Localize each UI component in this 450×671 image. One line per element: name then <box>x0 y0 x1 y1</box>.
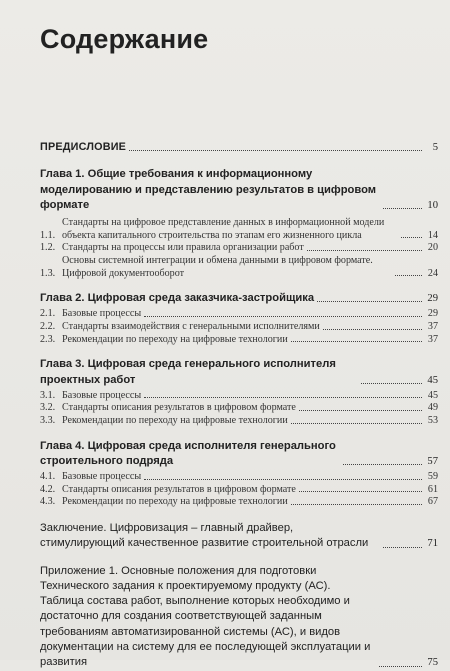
page-number: 10 <box>427 199 438 211</box>
section-title: Базовые процессы <box>62 389 142 401</box>
section-number: 3.1. <box>40 389 56 401</box>
page-number: 5 <box>432 142 438 153</box>
section-number: 4.3. <box>40 496 56 508</box>
toc-subentry[interactable] <box>40 402 438 415</box>
section-number: 1.1. <box>40 229 56 241</box>
toc-subentry[interactable] <box>40 242 438 255</box>
page-number: 67 <box>427 496 438 508</box>
toc-entry-title: Глава 2. Цифровая среда заказчика-застройщика <box>40 292 315 305</box>
section-title: Базовые процессы <box>62 471 142 483</box>
page-number: 20 <box>427 242 438 254</box>
dot-leader <box>379 666 422 667</box>
section-title: Стандарты описания результатов в цифровом формате <box>62 402 296 414</box>
page-number: 49 <box>427 402 438 414</box>
section-title: Рекомендации по переходу на цифровые технологии <box>62 496 288 508</box>
section-number: 2.2. <box>40 321 56 333</box>
toc-subentry[interactable] <box>40 217 438 242</box>
dot-leader <box>323 329 422 330</box>
toc-subentry[interactable] <box>40 484 438 497</box>
page-title: Содержание <box>40 24 209 54</box>
toc-subentry[interactable] <box>40 334 438 347</box>
page-number: 45 <box>427 389 438 401</box>
table-of-contents <box>40 140 438 671</box>
dot-leader <box>291 504 422 505</box>
dot-leader <box>361 383 422 384</box>
section-number: 4.2. <box>40 483 56 495</box>
page-number: 14 <box>427 229 438 241</box>
section-title: Стандарты взаимодействия с генеральными исполнителями <box>62 321 320 333</box>
toc-subentry[interactable] <box>40 321 438 334</box>
toc-entry-title: Заключение. Цифровизация – главный драйвер, стимулирующий качественное развитие строительной отрасли <box>40 521 369 550</box>
section-number: 2.1. <box>40 308 56 320</box>
section-title: Рекомендации по переходу на цифровые технологии <box>62 333 288 345</box>
page-number: 45 <box>427 374 438 386</box>
toc-entry-chapter-2[interactable] <box>40 291 438 306</box>
toc-entry-chapter-3[interactable] <box>40 357 438 388</box>
toc-entry-title: Глава 4. Цифровая среда исполнителя генерального строительного подряда <box>40 439 336 467</box>
page-number: 37 <box>427 333 438 345</box>
page-number: 59 <box>427 471 438 483</box>
toc-entry-conclusion[interactable] <box>40 521 438 552</box>
dot-leader <box>299 491 422 492</box>
page-number: 61 <box>427 483 438 495</box>
section-number: 1.2. <box>40 242 56 254</box>
page-number: 75 <box>427 657 438 669</box>
section-title: Стандарты на процессы или правила организации работ <box>62 242 304 254</box>
toc-subentry[interactable] <box>40 415 438 428</box>
toc-subentry[interactable] <box>40 471 438 484</box>
dot-leader <box>299 410 422 411</box>
section-title: Стандарты на цифровое представление данных в информационной модели объекта капитального строительства по этапам его жизненного цикла <box>62 217 385 241</box>
toc-entry-appendix-1[interactable] <box>40 564 438 671</box>
toc-subentry[interactable] <box>40 255 438 280</box>
section-title: Основы системной интеграции и обмена данными в цифровом формате. Цифровой документооборот <box>62 254 373 279</box>
dot-leader <box>291 423 422 424</box>
toc-subentry[interactable] <box>40 390 438 403</box>
page-number: 57 <box>427 455 438 467</box>
page-number: 37 <box>427 321 438 333</box>
dot-leader <box>307 250 422 251</box>
section-number: 3.3. <box>40 415 56 427</box>
dot-leader <box>317 301 422 302</box>
page-number: 24 <box>427 267 438 279</box>
page-number: 29 <box>427 293 438 305</box>
section-number: 2.3. <box>40 333 56 345</box>
toc-entry-title: ПРЕДИСЛОВИЕ <box>40 141 127 153</box>
section-number: 1.3. <box>40 267 56 279</box>
toc-entry-title: Глава 1. Общие требования к информационному моделированию и представлению результатов в цифровом формате <box>40 168 377 211</box>
section-number: 4.1. <box>40 471 56 483</box>
dot-leader <box>144 316 422 317</box>
section-title: Рекомендации по переходу на цифровые технологии <box>62 415 288 427</box>
dot-leader <box>395 275 422 276</box>
dot-leader <box>144 479 422 480</box>
dot-leader <box>291 341 422 342</box>
page-number: 29 <box>427 308 438 320</box>
dot-leader <box>383 208 422 209</box>
dot-leader <box>383 547 422 548</box>
toc-subentry[interactable] <box>40 496 438 509</box>
section-title: Базовые процессы <box>62 308 142 320</box>
toc-entry-title: Глава 3. Цифровая среда генерального исполнителя проектных работ <box>40 358 336 386</box>
section-title: Стандарты описания результатов в цифровом формате <box>62 483 296 495</box>
toc-entry-title: Приложение 1. Основные положения для подготовки Технического задания к проектируемому продукту (АС). Таблица состава работ, выполнение которых необходимо и достаточно для создания соответствующей заданным требованиям автоматизированной системы (АС), и видов документации на систему для ее последующей эксплуатации и развития <box>40 564 371 669</box>
dot-leader <box>401 237 422 238</box>
toc-entry-chapter-1[interactable] <box>40 167 438 213</box>
toc-entry-chapter-4[interactable] <box>40 439 438 470</box>
dot-leader <box>129 150 422 151</box>
toc-subentry[interactable] <box>40 308 438 321</box>
page-number: 53 <box>427 415 438 427</box>
toc-entry-preface[interactable] <box>40 140 438 155</box>
section-number: 3.2. <box>40 402 56 414</box>
dot-leader <box>343 464 422 465</box>
page-number: 71 <box>427 538 438 550</box>
dot-leader <box>144 397 422 398</box>
